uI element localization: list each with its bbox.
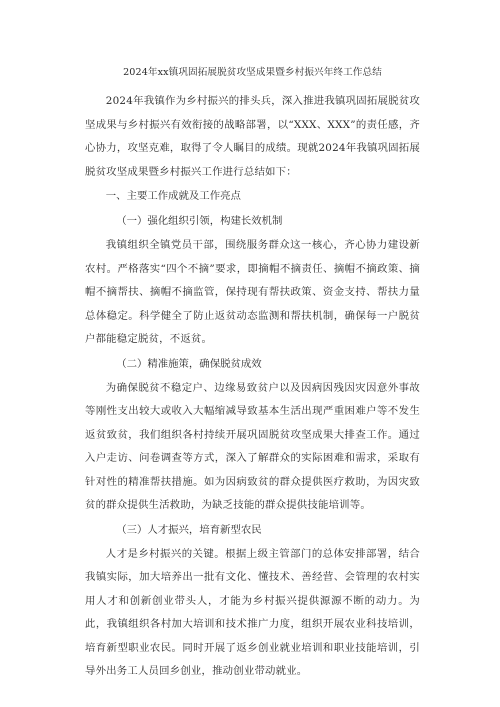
subsection-heading-talent: （三）人才振兴，培育新型农民 — [116, 523, 262, 536]
section-heading-main-achievements: 一、主要工作成就及工作亮点 — [105, 190, 241, 202]
subsection-heading-precision: （二）精准施策，确保脱贫成效 — [116, 357, 262, 370]
subsection-heading-organization: （一）强化组织引领，构建长效机制 — [116, 215, 283, 227]
subsection-paragraph-organization: 我镇组织全镇党员干部，围绕服务群众这一核心，齐心协力建设新农村。严格落实“四个不摘”要求，即摘帽不摘责任、摘帽不摘政策、摘帽不摘帮扶、摘帽不摘监管，保持现有帮扶政策、资金支持、帮扶力量总体稳定。科学健全了防止返贫动态监测和帮扶机制，确保每一户脱贫户都能稳定脱贫，不返贫。 — [85, 239, 420, 345]
document-title: 2024年xx镇巩固拓展脱贫攻坚成果暨乡村振兴年终工作总结 — [123, 67, 382, 78]
subsection-paragraph-talent: 人才是乡村振兴的关键。根据上级主管部门的总体安排部署，结合我镇实际，加大培养出一批有文化、懂技术、善经营、会管理的农村实用人才和创新创业带头人，才能为乡村振兴提供源源不断的动力。为此，我镇组织各村加大培训和技术推广力度，组织开展农业科技培训，培育新型职业农民。同时开展了返乡创业就业培训和职业技能培训，引导外出务工人员回乡创业，推动创业带动就业。 — [85, 547, 420, 677]
intro-paragraph: 2024年我镇作为乡村振兴的排头兵，深入推进我镇巩固拓展脱贫攻坚成果与乡村振兴有效衔接的战略部署，以“XXX、XXX”的责任感，齐心协力，攻坚克难，取得了令人瞩目的成绩。现就2024年我镇巩固拓展脱贫攻坚成果暨乡村振兴工作进行总结如下： — [85, 95, 420, 178]
subsection-paragraph-precision: 为确保脱贫不稳定户、边缘易致贫户以及因病因残因灾因意外事故等刚性支出较大或收入大幅缩减导致基本生活出现严重困难户等不发生返贫致贫，我们组织各村持续开展巩固脱贫攻坚成果大排查工作。通过入户走访、问卷调查等方式，深入了解群众的实际困难和需求，采取有针对性的精准帮扶措施。如为因病致贫的群众提供医疗救助，为因灾致贫的群众提供生活救助，为缺乏技能的群众提供技能培训等。 — [85, 381, 420, 511]
